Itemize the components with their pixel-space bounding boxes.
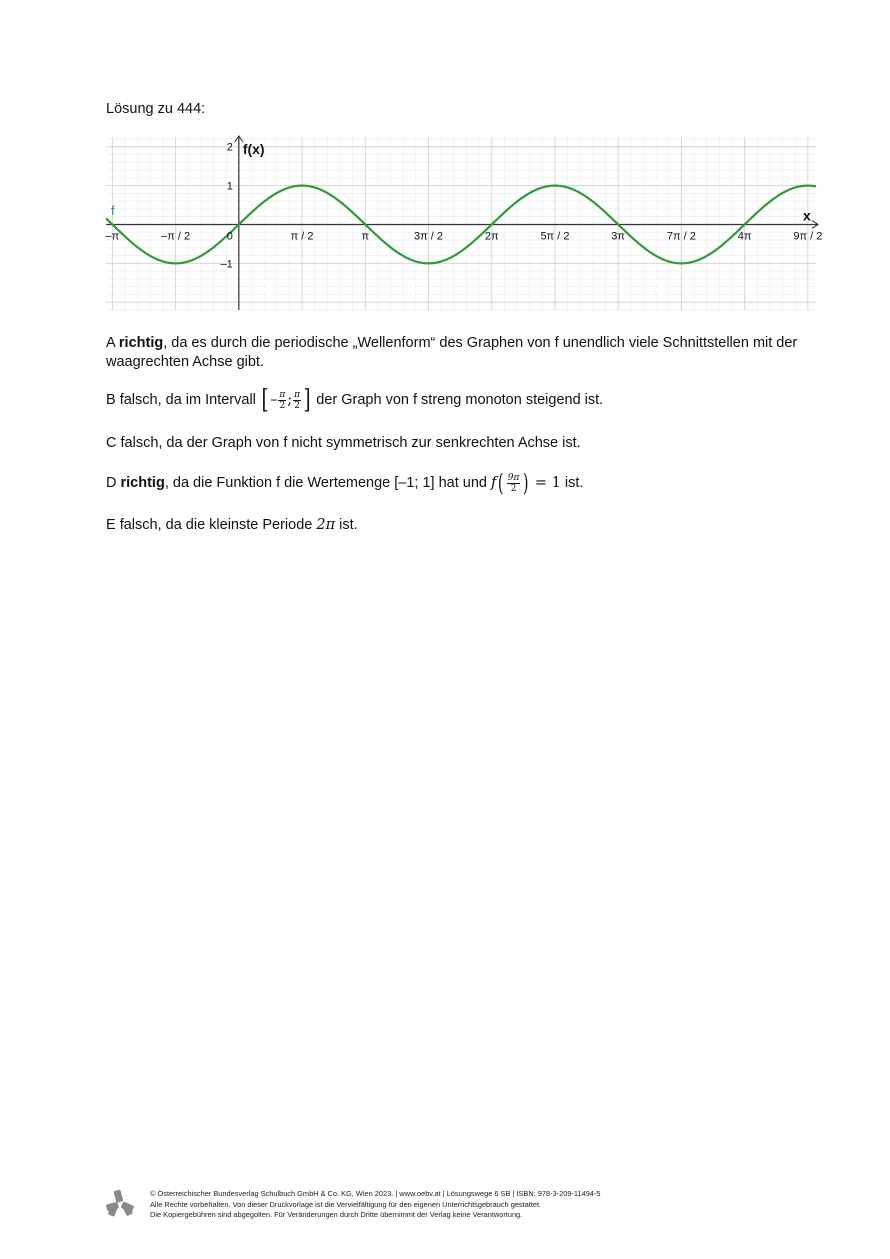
- grid-minor-lines: [106, 137, 816, 310]
- series-label-f: f: [111, 202, 115, 218]
- x-tick-label: 5π / 2: [540, 230, 570, 243]
- item-d-text-2: ist.: [564, 475, 584, 491]
- x-tick-label: π: [361, 230, 370, 243]
- item-d-letter: D: [106, 475, 117, 491]
- item-e-text-2: ist.: [339, 517, 358, 533]
- item-b-frac-2-num: π: [294, 389, 301, 400]
- item-d-f: f: [491, 475, 497, 491]
- item-e-text-1: E falsch, da die kleinste Periode: [106, 517, 313, 533]
- y-tick-label: 1: [226, 180, 233, 193]
- item-b-suffix: der Graph von f streng monoton steigend ist.: [316, 392, 604, 408]
- item-e-period: 2π: [316, 517, 336, 533]
- item-d-right-paren: ): [523, 469, 529, 498]
- item-b-left-bracket: [: [261, 385, 269, 416]
- footer-line-2: Alle Rechte vorbehalten. Von dieser Druckvorlage ist die Vervielfältigung für den eigenen Unterrichtsgebrauch gestattet.: [150, 1199, 542, 1209]
- y-tick-label: 2: [226, 141, 233, 154]
- publisher-logo-icon: [104, 1188, 136, 1220]
- item-d-frac-num: 9π: [507, 472, 520, 483]
- x-axis-label: x: [803, 207, 811, 224]
- item-e: [106, 516, 806, 535]
- footer: [150, 1189, 601, 1221]
- item-b-frac-1: [278, 390, 286, 411]
- y-tick-label: –1: [220, 258, 233, 271]
- item-b-separator: ;: [287, 392, 293, 408]
- footer-line-3: Die Kopiergebühren sind abgegolten. Für Veränderungen durch Dritte übernimmt der Verlag keine Verantwortung.: [150, 1210, 523, 1219]
- x-tick-label: 0: [226, 230, 233, 243]
- item-b-frac-2: [293, 390, 301, 411]
- item-a-text: , da es durch die periodische „Wellenform“ des Graphen von f unendlich viele Schnittstellen mit der waagrechten Achse gibt.: [106, 335, 798, 370]
- item-b-frac-1-num: π: [279, 389, 286, 400]
- item-b: [106, 385, 806, 416]
- item-c: C falsch, da der Graph von f nicht symmetrisch zur senkrechten Achse ist.: [106, 435, 581, 451]
- x-tick-label: 9π / 2: [793, 230, 823, 243]
- item-b-frac-2-den: 2: [294, 400, 300, 411]
- x-tick-label: –π: [105, 230, 120, 243]
- item-b-frac-1-den: 2: [279, 400, 286, 411]
- item-d-frac: [507, 473, 521, 494]
- x-tick-label: –π / 2: [161, 230, 191, 243]
- grid-major-lines: [106, 137, 816, 310]
- item-d-frac-den: 2: [510, 483, 517, 494]
- sine-graph: [0, 0, 890, 320]
- page-heading: Lösung zu 444:: [106, 101, 206, 117]
- x-tick-label: 3π / 2: [413, 230, 443, 243]
- item-a: [106, 334, 806, 372]
- x-tick-label: 2π: [484, 230, 499, 243]
- item-b-minus: –: [270, 392, 278, 408]
- item-d-text-1: , da die Funktion f die Wertemenge [–1; 1] hat und: [164, 475, 487, 491]
- x-tick-label: 3π: [611, 230, 626, 243]
- item-a-letter: A: [106, 335, 115, 351]
- item-b-prefix: B falsch, da im Intervall: [106, 392, 256, 408]
- x-tick-label: π / 2: [290, 230, 314, 243]
- item-b-right-bracket: ]: [303, 385, 311, 416]
- item-d-equals: = 1: [534, 475, 561, 491]
- footer-line-1: © Österreichischer Bundesverlag Schulbuch GmbH & Co. KG, Wien 2023. | www.oebv.at | Lösungswege 6 SB | ISBN: 978-3-209-11494-5: [150, 1189, 601, 1198]
- item-d-left-paren: (: [498, 469, 504, 498]
- item-d-verdict: richtig: [120, 475, 165, 491]
- y-axis-label: f(x): [242, 141, 265, 157]
- x-tick-label: 4π: [737, 230, 752, 243]
- item-d: [106, 469, 806, 498]
- item-a-verdict: richtig: [118, 335, 164, 351]
- x-tick-label: 7π / 2: [666, 230, 696, 243]
